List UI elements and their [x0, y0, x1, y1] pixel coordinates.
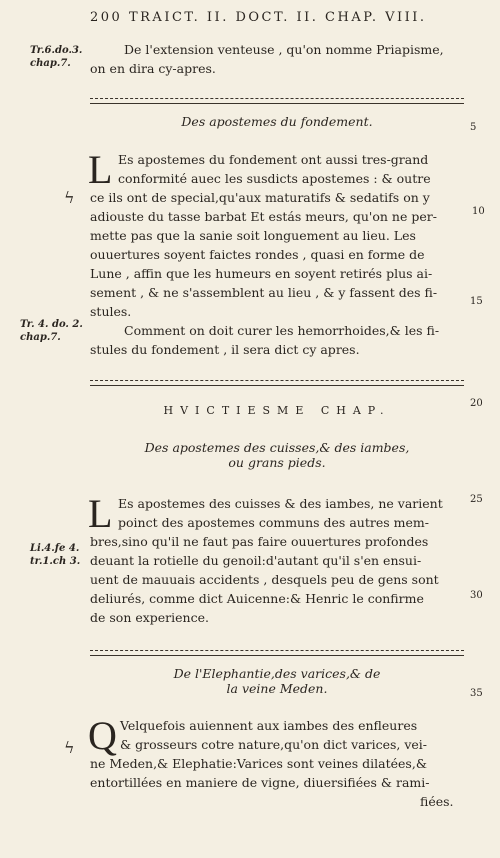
margin-note-3 [30, 542, 80, 568]
text-line: mette pas que la sanie soit longuement au lieu. Les [90, 228, 416, 243]
text-line: stules du fondement , il sera dict cy apres. [90, 342, 360, 357]
text-line: uent de mauuais accidents , desquels peu de gens sont [90, 572, 439, 587]
margin-note-line: Li.4.fe 4. [30, 543, 80, 554]
text-line: deuant la rotielle du genoil:d'autant qu'il s'en ensui- [90, 553, 422, 568]
paragraph-mark-icon: ϟ [64, 738, 75, 757]
title-line: la veine Meden. [226, 681, 328, 696]
line-number: 30 [470, 590, 483, 601]
chapter-heading: HVICTIESME CHAP. [163, 404, 391, 417]
text-line: sement , & ne s'assemblent au lieu , & y fassent des fi- [90, 285, 438, 300]
title-line: De l'Elephantie,des varices,& de [173, 666, 381, 681]
ornamental-rule [90, 650, 464, 656]
running-title: TRAICT. II. DOCT. II. CHAP. VIII. [128, 10, 427, 25]
text-line: adiouste du tasse barbat Et estás meurs, qu'on ne per- [90, 209, 437, 224]
line-number: 15 [470, 296, 483, 307]
page-number: 200 [90, 10, 123, 25]
section-title-fondement: Des apostemes du fondement. [181, 114, 373, 129]
line-number: 20 [470, 398, 483, 409]
text-line: Comment on doit curer les hemorrhoides,& les fi- [124, 323, 440, 338]
text-line: fiées. [420, 794, 454, 809]
margin-note-line: Tr.6.do.3. [30, 45, 83, 56]
margin-note-line: chap.7. [30, 58, 71, 69]
margin-note-line: Tr. 4. do. 2. [20, 319, 83, 330]
intro-text [90, 40, 444, 78]
text-line: Es apostemes du fondement ont aussi tres-grand [118, 152, 429, 167]
text-line: ce ils ont de special,qu'aux maturatifs & sedatifs on y [90, 190, 430, 205]
text-line: ne Meden,& Elephatie:Varices sont veines dilatées,& [90, 756, 427, 771]
text-line: Es apostemes des cuisses & des iambes, ne varient [118, 496, 443, 511]
text-line: & grosseurs cotre nature,qu'on dict varices, vei- [120, 737, 428, 752]
text-line: entortillées en maniere de vigne, diuersifiées & rami- [90, 775, 430, 790]
line-number: 5 [470, 122, 477, 133]
drop-cap: L [88, 491, 113, 536]
text-line: on en dira cy-apres. [90, 61, 216, 76]
line-number: 35 [470, 688, 483, 699]
drop-cap: Q [88, 713, 117, 758]
text-line: stules. [90, 304, 132, 319]
ornamental-rule [90, 380, 464, 386]
running-header [90, 10, 427, 25]
margin-note-line: tr.1.ch 3. [30, 556, 81, 567]
margin-note-line: chap.7. [20, 332, 61, 343]
text-line: ouuertures soyent faictes rondes , quasi en forme de [90, 247, 425, 262]
section2-text [88, 491, 443, 627]
section1-text [88, 147, 440, 359]
margin-note-1 [30, 44, 82, 70]
text-line: bres,sino qu'il ne faut pas faire ouuertures profondes [90, 534, 429, 549]
text-line: De l'extension venteuse , qu'on nomme Priapisme, [124, 42, 444, 57]
text-line: de son experience. [90, 610, 209, 625]
line-number: 25 [470, 494, 483, 505]
section-title-elephantie [90, 666, 464, 696]
text-line: poinct des apostemes communs des autres mem- [118, 515, 429, 530]
text-line: deliurés, comme dict Auicenne:& Henric le confirme [90, 591, 424, 606]
subtitle-line: Des apostemes des cuisses,& des iambes, [144, 440, 410, 455]
drop-cap: L [88, 147, 113, 192]
ornamental-rule [90, 98, 464, 104]
text-line: Lune , affin que les humeurs en soyent retirés plus ai- [90, 266, 433, 281]
margin-note-2 [20, 318, 83, 344]
subtitle-line: ou grans pieds. [228, 455, 326, 470]
line-number: 10 [472, 206, 485, 217]
text-line: conformité auec les susdicts apostemes : & outre [118, 171, 431, 186]
section3-text [88, 713, 454, 811]
paragraph-mark-icon: ϟ [64, 188, 75, 207]
chapter-subtitle [90, 440, 464, 470]
text-line: Velquefois auiennent aux iambes des enfleures [120, 718, 418, 733]
